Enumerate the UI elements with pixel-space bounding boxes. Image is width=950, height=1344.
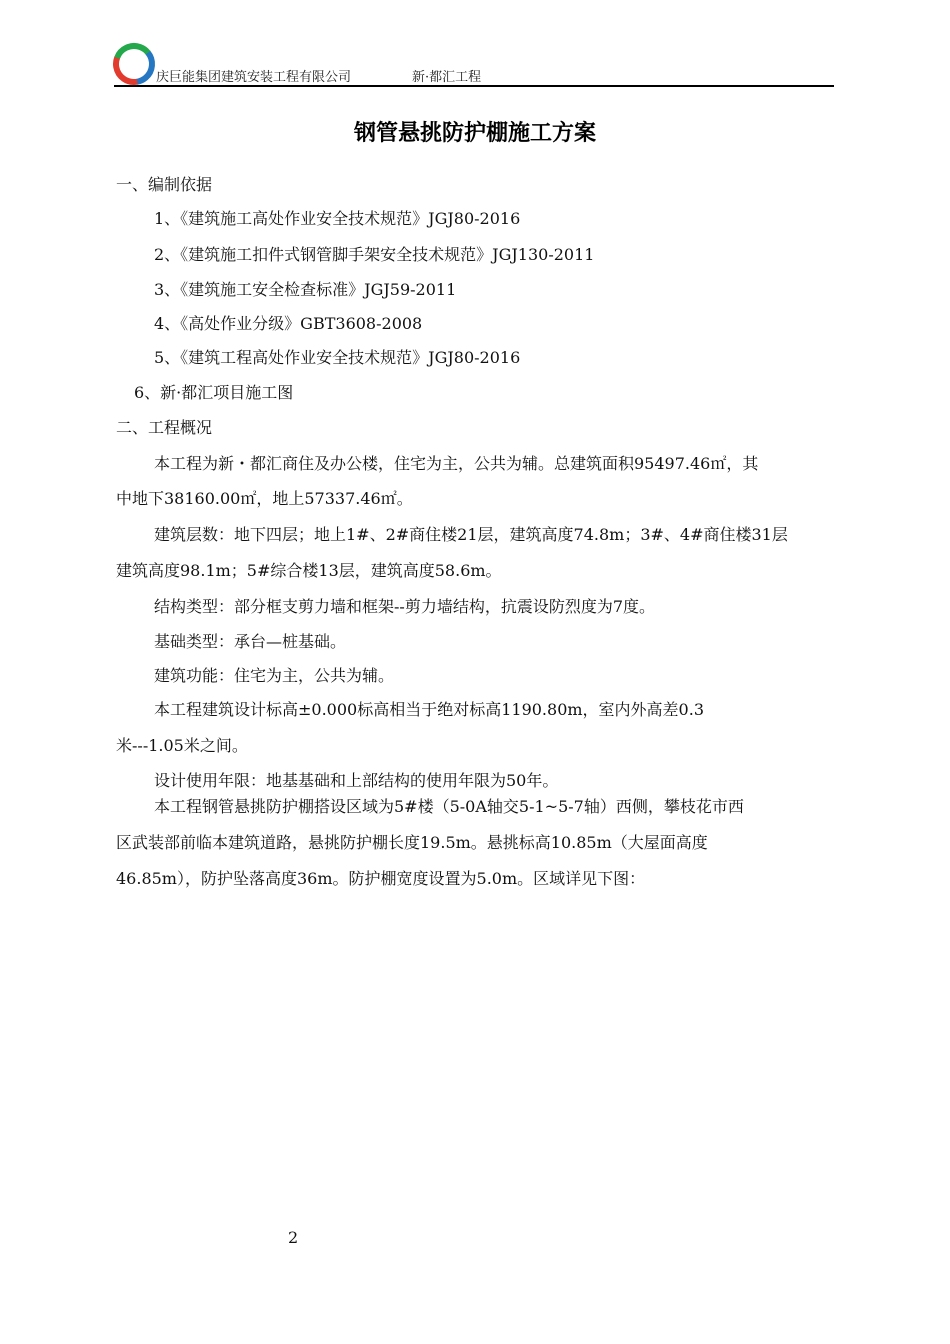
paragraph-line: 区武装部前临本建筑道路，悬挑防护棚长度19.5m。悬挑标高10.85m（大屋面高度	[116, 833, 708, 852]
paragraph-line: 中地下38160.00㎡，地上57337.46㎡。	[116, 489, 413, 508]
header-divider	[114, 85, 834, 87]
page-header	[112, 38, 834, 86]
paragraph-line: 建筑层数：地下四层；地上1#、2#商住楼21层，建筑高度74.8m；3#、4#商住楼31层	[154, 525, 788, 544]
project-name: 新·都汇工程	[412, 70, 482, 85]
paragraph-line: 米---1.05米之间。	[116, 736, 248, 755]
paragraph-line: 设计使用年限：地基基础和上部结构的使用年限为50年。	[154, 771, 559, 790]
paragraph-line: 46.85m），防护坠落高度36m。防护棚宽度设置为5.0m。区域详见下图：	[116, 869, 646, 888]
reference-item: 3、《建筑施工安全检查标准》JGJ59-2011	[154, 280, 457, 299]
document-title: 钢管悬挑防护棚施工方案	[353, 121, 596, 146]
company-name: 庆巨能集团建筑安装工程有限公司	[156, 70, 352, 85]
page-number: 2	[288, 1228, 299, 1247]
paragraph-line: 本工程建筑设计标高±0.000标高相当于绝对标高1190.80m，室内外高差0.3	[154, 700, 704, 719]
reference-item: 5、《建筑工程高处作业安全技术规范》JGJ80-2016	[154, 348, 521, 367]
section-heading: 一、编制依据	[116, 175, 213, 194]
company-logo-icon	[112, 42, 156, 86]
reference-item: 1、《建筑施工高处作业安全技术规范》JGJ80-2016	[154, 209, 521, 228]
paragraph-line: 基础类型：承台—桩基础。	[154, 632, 347, 651]
paragraph-line: 建筑高度98.1m；5#综合楼13层，建筑高度58.6m。	[116, 561, 502, 580]
paragraph-line: 建筑功能：住宅为主，公共为辅。	[154, 666, 395, 685]
paragraph-line: 本工程为新・都汇商住及办公楼，住宅为主，公共为辅。总建筑面积95497.46㎡，其	[154, 454, 759, 473]
paragraph-line: 本工程钢管悬挑防护棚搭设区域为5#楼（5-0A轴交5-1~5-7轴）西侧，攀枝花市西	[154, 797, 744, 816]
reference-item: 6、新·都汇项目施工图	[134, 383, 294, 402]
section-heading: 二、工程概况	[116, 418, 213, 437]
paragraph-line: 结构类型：部分框支剪力墙和框架--剪力墙结构，抗震设防烈度为7度。	[154, 597, 655, 616]
reference-item: 4、《高处作业分级》GBT3608-2008	[154, 314, 423, 333]
reference-item: 2、《建筑施工扣件式钢管脚手架安全技术规范》JGJ130-2011	[154, 245, 595, 264]
